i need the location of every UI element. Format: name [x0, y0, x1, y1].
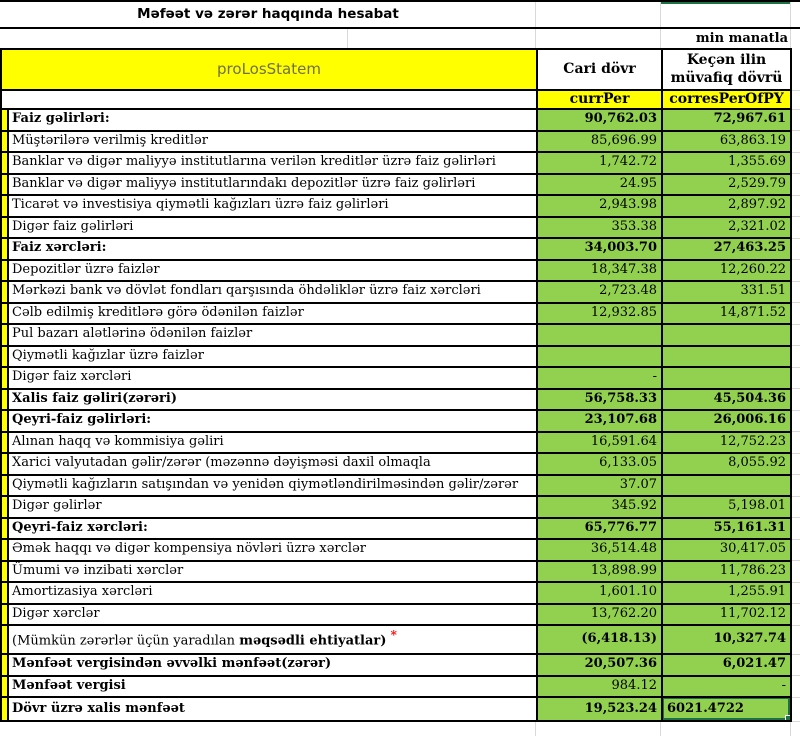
table-row: [1, 561, 800, 583]
unit-note: min manatla: [695, 31, 788, 46]
table-row: [1, 303, 800, 325]
row-label-cell[interactable]: Ticarət və investisiya qiymətli kağızları üzrə faiz gəlirləri: [8, 195, 537, 217]
row-gutter-cell[interactable]: [1, 346, 8, 368]
prior-period-value-cell[interactable]: 8,055.92: [662, 453, 791, 475]
row-label-cell[interactable]: Alınan haqq və kommisiya gəliri: [8, 432, 537, 454]
current-period-value-cell[interactable]: 984.12: [537, 676, 662, 698]
prior-period-value-cell[interactable]: 14,871.52: [662, 303, 791, 325]
prior-period-value-cell[interactable]: 11,702.12: [662, 604, 791, 626]
prior-period-value-cell[interactable]: 63,863.19: [662, 131, 791, 153]
row-label-cell[interactable]: Mənfəət vergisi: [8, 676, 537, 698]
prior-period-value-cell[interactable]: 72,967.61: [662, 109, 791, 131]
table-row: [1, 654, 800, 676]
margin-cell: [791, 281, 800, 303]
gridline: [790, 722, 791, 736]
current-period-value-cell[interactable]: 18,347.38: [537, 260, 662, 282]
prior-period-value-cell[interactable]: 5,198.01: [662, 496, 791, 518]
prior-period-value-cell[interactable]: 2,529.79: [662, 174, 791, 196]
margin-cell: [791, 90, 800, 109]
margin-cell: [791, 676, 800, 698]
table-row: [1, 432, 800, 454]
current-period-value-cell[interactable]: 23,107.68: [537, 410, 662, 432]
row-label-cell[interactable]: (Mümkün zərərlər üçün yaradılan məqsədli ehtiyatlar) *: [8, 625, 537, 654]
row-label-cell[interactable]: Əmək haqqı və digər kompensiya növləri üzrə xərclər: [8, 539, 537, 561]
prior-period-value-cell[interactable]: 2,897.92: [662, 195, 791, 217]
row-gutter-cell[interactable]: [1, 432, 8, 454]
current-period-value-cell[interactable]: 2,723.48: [537, 281, 662, 303]
table-row: [1, 389, 800, 411]
row-label-cell[interactable]: Qeyri-faiz gəlirləri:: [8, 410, 537, 432]
current-period-value-cell[interactable]: 16,591.64: [537, 432, 662, 454]
current-period-value-cell[interactable]: 19,523.24: [537, 697, 662, 721]
row-gutter-cell[interactable]: [1, 475, 8, 497]
prior-period-value-cell[interactable]: 1,255.91: [662, 582, 791, 604]
row-label-cell[interactable]: Mərkəzi bank və dövlət fondları qarşısında öhdəliklər üzrə faiz xərcləri: [8, 281, 537, 303]
row-label-cell[interactable]: Ümumi və inzibati xərclər: [8, 561, 537, 583]
margin-cell: [791, 260, 800, 282]
prior-period-value-cell[interactable]: [662, 367, 791, 389]
footnote-asterisk: *: [386, 628, 397, 643]
prior-period-value-cell[interactable]: [662, 324, 791, 346]
row-label-cell[interactable]: Mənfəət vergisindən əvvəlki mənfəət(zərər): [8, 654, 537, 676]
prior-period-value-cell[interactable]: 331.51: [662, 281, 791, 303]
prior-period-value-cell[interactable]: 45,504.36: [662, 389, 791, 411]
row-label-cell[interactable]: Dövr üzrə xalis mənfəət: [8, 697, 537, 721]
table-row: [1, 676, 800, 698]
table-row: [1, 217, 800, 239]
gridline: [535, 29, 536, 48]
table-row: [1, 281, 800, 303]
margin-cell: [791, 432, 800, 454]
table-row: [1, 518, 800, 540]
row-gutter-cell[interactable]: [1, 281, 8, 303]
row-gutter-cell[interactable]: [1, 389, 8, 411]
margin-cell: [791, 195, 800, 217]
page-title: Məfəət və zərər haqqında hesabat: [137, 6, 399, 22]
current-period-value-cell[interactable]: 13,762.20: [537, 604, 662, 626]
current-period-value-cell[interactable]: 34,003.70: [537, 238, 662, 260]
prior-period-value-cell[interactable]: 12,260.22: [662, 260, 791, 282]
margin-cell: [791, 49, 800, 90]
current-period-value-cell[interactable]: 90,762.03: [537, 109, 662, 131]
current-period-value-cell[interactable]: 12,932.85: [537, 303, 662, 325]
current-period-value-cell[interactable]: -: [537, 367, 662, 389]
prior-period-value-cell[interactable]: 6,021.47: [662, 654, 791, 676]
row-gutter-cell[interactable]: [1, 109, 8, 131]
current-period-header-cell[interactable]: Cari dövr: [537, 49, 662, 90]
table-row: [1, 604, 800, 626]
margin-cell: [791, 518, 800, 540]
row-label-cell[interactable]: Xarici valyutadan gəlir/zərər (məzənnə dəyişməsi daxil olmaqla: [8, 453, 537, 475]
current-period-value-cell[interactable]: 353.38: [537, 217, 662, 239]
row-gutter-cell[interactable]: [1, 217, 8, 239]
row-label-cell[interactable]: Banklar və digər maliyyə institutlarına verilən kreditlər üzrə faiz gəlirləri: [8, 152, 537, 174]
row-gutter-cell[interactable]: [1, 303, 8, 325]
row-gutter-cell[interactable]: [1, 453, 8, 475]
row-label-cell[interactable]: Digər xərclər: [8, 604, 537, 626]
margin-cell: [791, 324, 800, 346]
gridline: [660, 29, 661, 48]
row-gutter-cell[interactable]: [1, 410, 8, 432]
table-row: [1, 238, 800, 260]
row-label-cell[interactable]: Digər faiz xərcləri: [8, 367, 537, 389]
title-row-cell[interactable]: [0, 0, 800, 29]
prior-period-value-cell[interactable]: -: [662, 676, 791, 698]
row-label-cell[interactable]: Qiymətli kağızlar üzrə faizlər: [8, 346, 537, 368]
margin-cell: [791, 367, 800, 389]
prior-period-value-cell[interactable]: 55,161.31: [662, 518, 791, 540]
margin-cell: [791, 303, 800, 325]
prior-period-value-cell[interactable]: 10,327.74: [662, 625, 791, 654]
table-row: [1, 324, 800, 346]
statement-name-cell[interactable]: proLosStatem: [1, 49, 537, 90]
margin-cell: [791, 697, 800, 721]
current-period-value-cell[interactable]: 20,507.36: [537, 654, 662, 676]
row-gutter-cell[interactable]: [1, 561, 8, 583]
table-row: [1, 453, 800, 475]
margin-cell: [791, 346, 800, 368]
row-label-cell[interactable]: Qiymətli kağızların satışından və yenidən qiymətləndirilməsindən gəlir/zərər: [8, 475, 537, 497]
row-label-cell[interactable]: Digər gəlirlər: [8, 496, 537, 518]
margin-cell: [791, 496, 800, 518]
fill-handle[interactable]: [785, 715, 791, 721]
table-row: [1, 539, 800, 561]
current-period-value-cell[interactable]: 37.07: [537, 475, 662, 497]
table-row: [1, 496, 800, 518]
bottom-margin: [0, 722, 800, 736]
table-row: [1, 195, 800, 217]
margin-cell: [791, 582, 800, 604]
row-label-cell[interactable]: Digər faiz gəlirləri: [8, 217, 537, 239]
current-period-value-cell[interactable]: 2,943.98: [537, 195, 662, 217]
row-gutter-cell[interactable]: [1, 195, 8, 217]
current-period-value-cell[interactable]: 56,758.33: [537, 389, 662, 411]
table-row: [1, 697, 800, 721]
margin-cell: [791, 539, 800, 561]
empty-header-cell[interactable]: [1, 90, 537, 109]
current-period-value-cell[interactable]: 13,898.99: [537, 561, 662, 583]
row-label-cell[interactable]: Müştərilərə verilmiş kreditlər: [8, 131, 537, 153]
row-gutter-cell[interactable]: [1, 604, 8, 626]
table-row: [1, 475, 800, 497]
row-gutter-cell[interactable]: [1, 324, 8, 346]
table-row: [1, 625, 800, 654]
gridline: [790, 2, 791, 27]
prior-period-value-cell[interactable]: 30,417.05: [662, 539, 791, 561]
table-row: [1, 367, 800, 389]
row-gutter-cell[interactable]: [1, 697, 8, 721]
row-gutter-cell[interactable]: [1, 539, 8, 561]
margin-cell: [791, 625, 800, 654]
row-gutter-cell[interactable]: [1, 152, 8, 174]
row-gutter-cell[interactable]: [1, 582, 8, 604]
row-label-cell[interactable]: Banklar və digər maliyyə institutlarındakı depozitlər üzrə faiz gəlirləri: [8, 174, 537, 196]
current-period-value-cell[interactable]: 65,776.77: [537, 518, 662, 540]
row-gutter-cell[interactable]: [1, 367, 8, 389]
margin-cell: [791, 217, 800, 239]
table-row: [1, 109, 800, 131]
current-period-value-cell[interactable]: 36,514.48: [537, 539, 662, 561]
gridline: [660, 2, 661, 27]
margin-cell: [791, 654, 800, 676]
table-row: [1, 410, 800, 432]
current-period-value-cell[interactable]: (6,418.13): [537, 625, 662, 654]
pl-table-body: [1, 109, 800, 721]
gridline: [660, 722, 661, 736]
margin-cell: [791, 152, 800, 174]
prior-period-value-cell[interactable]: [662, 346, 791, 368]
row-label-cell[interactable]: Qeyri-faiz xərcləri:: [8, 518, 537, 540]
table-row: [1, 346, 800, 368]
row-gutter-cell[interactable]: [1, 496, 8, 518]
gridline: [535, 722, 536, 736]
margin-cell: [791, 238, 800, 260]
unit-row-cell[interactable]: [0, 29, 800, 48]
row-label-cell[interactable]: Depozitlər üzrə faizlər: [8, 260, 537, 282]
prior-period-value-cell[interactable]: 26,006.16: [662, 410, 791, 432]
gridline: [790, 29, 791, 48]
row-gutter-cell[interactable]: [1, 654, 8, 676]
current-period-value-cell[interactable]: 6,133.05: [537, 453, 662, 475]
gridline: [347, 29, 348, 48]
row-gutter-cell[interactable]: [1, 131, 8, 153]
prior-period-value-cell[interactable]: 12,752.23: [662, 432, 791, 454]
current-period-value-cell[interactable]: 85,696.99: [537, 131, 662, 153]
current-period-value-cell[interactable]: 1,601.10: [537, 582, 662, 604]
margin-cell: [791, 389, 800, 411]
table-row: [1, 174, 800, 196]
row-label-cell[interactable]: Faiz xərcləri:: [8, 238, 537, 260]
current-period-value-cell[interactable]: [537, 324, 662, 346]
row-label-cell[interactable]: Xalis faiz gəliri(zərəri): [8, 389, 537, 411]
prior-period-value-cell[interactable]: 11,786.23: [662, 561, 791, 583]
margin-cell: [791, 109, 800, 131]
margin-cell: [791, 131, 800, 153]
prior-period-value-cell[interactable]: 1,355.69: [662, 152, 791, 174]
header-row-1: [1, 49, 800, 90]
row-gutter-cell[interactable]: [1, 676, 8, 698]
prior-period-header-cell[interactable]: Keçən ilin müvafiq dövrü: [662, 49, 791, 90]
prior-period-value-cell[interactable]: 2,321.02: [662, 217, 791, 239]
prior-period-value-cell[interactable]: 27,463.25: [662, 238, 791, 260]
margin-cell: [791, 453, 800, 475]
table-row: [1, 260, 800, 282]
current-period-value-cell[interactable]: 24.95: [537, 174, 662, 196]
gridline: [535, 2, 536, 27]
header-row-2: [1, 90, 800, 109]
margin-cell: [791, 561, 800, 583]
prior-period-value-cell[interactable]: [662, 475, 791, 497]
current-period-value-cell[interactable]: 1,742.72: [537, 152, 662, 174]
current-period-code-cell[interactable]: currPer: [537, 90, 662, 109]
row-gutter-cell[interactable]: [1, 174, 8, 196]
selected-cell[interactable]: 6021.4722: [662, 697, 791, 721]
margin-cell: [791, 410, 800, 432]
margin-cell: [791, 604, 800, 626]
current-period-value-cell[interactable]: [537, 346, 662, 368]
margin-cell: [791, 475, 800, 497]
row-label-cell[interactable]: Pul bazarı alətlərinə ödənilən faizlər: [8, 324, 537, 346]
row-gutter-cell[interactable]: [1, 518, 8, 540]
row-label-cell[interactable]: Cəlb edilmiş kreditlərə görə ödənilən faizlər: [8, 303, 537, 325]
margin-cell: [791, 174, 800, 196]
row-label-cell[interactable]: Faiz gəlirləri:: [8, 109, 537, 131]
table-row: [1, 152, 800, 174]
table-row: [1, 131, 800, 153]
row-gutter-cell[interactable]: [1, 625, 8, 654]
row-gutter-cell[interactable]: [1, 238, 8, 260]
current-period-value-cell[interactable]: 345.92: [537, 496, 662, 518]
row-label-cell[interactable]: Amortizasiya xərcləri: [8, 582, 537, 604]
row-gutter-cell[interactable]: [1, 260, 8, 282]
prior-period-code-cell[interactable]: corresPerOfPY: [662, 90, 791, 109]
table-row: [1, 582, 800, 604]
pl-statement-table: [0, 48, 800, 722]
